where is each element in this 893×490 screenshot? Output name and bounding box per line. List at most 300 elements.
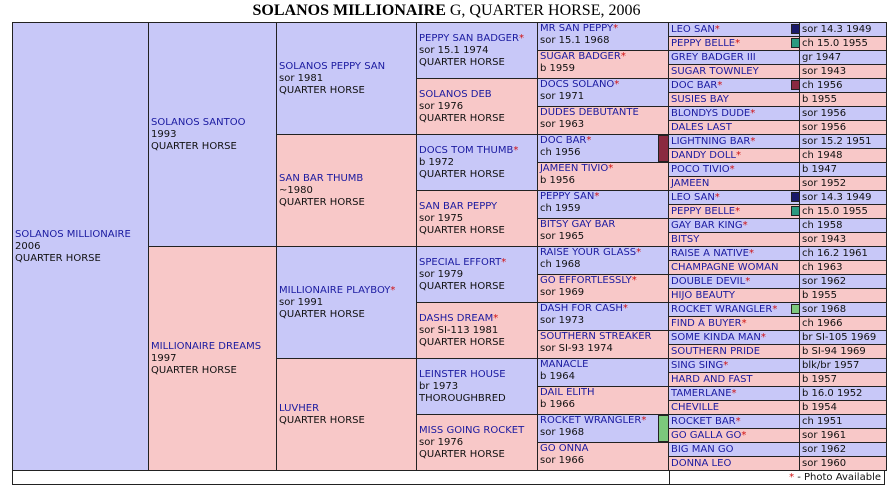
horse-info: sor 14.3 1949 <box>802 192 872 203</box>
pedigree-cell-gen5-7 <box>537 218 670 247</box>
horse-name-link[interactable]: DOC BAR <box>671 80 718 91</box>
horse-name-link[interactable]: GO ONNA <box>540 443 589 454</box>
horse-info: ch 15.0 1955 <box>802 206 868 217</box>
horse-name-link[interactable]: JAMEEN TIVIO <box>540 163 609 174</box>
horse-info: ch 1956 <box>802 80 843 91</box>
pedigree-cell-gen6-28 <box>668 414 801 429</box>
horse-name-line <box>671 457 800 470</box>
photo-star-icon: * <box>613 23 619 34</box>
pedigree-cell-gen6-31 <box>668 456 801 471</box>
pedigree-cell-gen6-4 <box>668 78 801 93</box>
horse-info: b 1956 <box>540 175 575 186</box>
pedigree-cell-gen6-30 <box>668 442 801 457</box>
pedigree-cell-gen6-13 <box>668 204 801 219</box>
horse-info-line: 2006 <box>15 240 41 252</box>
horse-name-link[interactable]: CHAMPAGNE WOMAN <box>671 262 779 273</box>
horse-name-link[interactable]: LEO SAN <box>671 24 715 35</box>
horse-info: sor 1956 <box>802 108 847 119</box>
horse-info: sor 1943 <box>802 66 847 77</box>
horse-info-line: sor 1975 <box>419 212 464 224</box>
horse-name-line <box>671 275 800 288</box>
horse-name-link[interactable]: PEPPY BELLE <box>671 206 736 217</box>
horse-name-line <box>151 341 277 353</box>
horse-name-link[interactable]: SOUTHERN PRIDE <box>671 346 761 357</box>
horse-name-link[interactable]: ROCKET WRANGLER <box>671 304 773 315</box>
pedigree-cell-gen4-4 <box>416 246 539 303</box>
horse-name-link[interactable]: LEO SAN <box>671 192 715 203</box>
pedigree-info-cell-gen6-26 <box>799 386 887 401</box>
horse-name-line <box>279 285 417 297</box>
horse-info: b SI-94 1969 <box>802 346 866 357</box>
horse-name-line <box>671 163 800 176</box>
horse-name-link[interactable]: GO EFFORTLESSLY <box>540 275 632 286</box>
horse-name-line <box>419 33 538 45</box>
horse-info: sor 1961 <box>802 430 847 441</box>
horse-info: ch 1963 <box>802 262 843 273</box>
pedigree-info-cell-gen6-5 <box>799 92 887 107</box>
horse-name-line <box>671 107 800 120</box>
horse-name-link[interactable]: TAMERLANE <box>671 388 732 399</box>
pedigree-cell-gen3-1 <box>276 134 418 247</box>
pedigree-info-cell-gen6-4 <box>799 78 887 93</box>
horse-name-link[interactable]: GAY BAR KING <box>671 220 743 231</box>
pedigree-info-cell-gen6-6 <box>799 106 887 121</box>
horse-name-link[interactable]: MR SAN PEPPY <box>540 23 614 34</box>
pedigree-cell-gen6-18 <box>668 274 801 289</box>
horse-name-link[interactable]: RAISE YOUR GLASS <box>540 247 637 258</box>
pedigree-info-cell-gen6-27 <box>799 400 887 415</box>
pedigree-cell-gen4-5 <box>416 302 539 359</box>
photo-star-icon: * <box>518 32 524 44</box>
horse-info-line: QUARTER HORSE <box>279 414 365 426</box>
horse-info: sor 1962 <box>802 276 847 287</box>
horse-info: sor 1969 <box>540 287 585 298</box>
horse-name-link[interactable]: DOUBLE DEVIL <box>671 276 746 287</box>
pedigree-cell-gen6-6 <box>668 106 801 121</box>
horse-info-line: THOROUGHBRED <box>419 392 506 404</box>
horse-info-line: QUARTER HORSE <box>279 196 365 208</box>
horse-name-line <box>671 429 800 442</box>
pedigree-cell-gen5-12 <box>537 358 670 387</box>
horse-name-line <box>540 135 669 147</box>
horse-info-line: QUARTER HORSE <box>419 56 505 68</box>
horse-name-line <box>540 359 669 371</box>
horse-info-line: QUARTER HORSE <box>151 140 237 152</box>
pedigree-cell-gen5-0 <box>537 22 670 51</box>
horse-name-line <box>671 149 800 162</box>
pedigree-cell-gen6-2 <box>668 50 801 65</box>
photo-star-icon: * <box>390 284 396 296</box>
horse-name-line <box>540 79 669 91</box>
pedigree-cell-gen4-7 <box>416 414 539 471</box>
horse-name-link[interactable]: DOCS SOLANO <box>540 79 615 90</box>
horse-name-link[interactable]: BIG MAN GO <box>671 444 734 455</box>
photo-star-icon: * <box>745 276 751 287</box>
pedigree-info-cell-gen6-20 <box>799 302 887 317</box>
horse-name-link[interactable]: LEINSTER HOUSE <box>419 368 506 380</box>
horse-name-heading: SOLANOS MILLIONAIRE <box>252 2 446 19</box>
horse-name-link[interactable]: DASH FOR CASH <box>540 303 623 314</box>
pedigree-cell-gen3-3 <box>276 358 418 471</box>
horse-details-heading: G, QUARTER HORSE, 2006 <box>449 2 641 19</box>
pedigree-info-cell-gen6-8 <box>799 134 887 149</box>
pedigree-info-cell-gen6-9 <box>799 148 887 163</box>
horse-name-link[interactable]: DALES LAST <box>671 122 732 133</box>
horse-info-line: 1997 <box>151 352 177 364</box>
pedigree-cell-gen6-11 <box>668 176 801 191</box>
photo-star-icon: * <box>620 51 626 62</box>
pedigree-cell-gen6-15 <box>668 232 801 247</box>
pedigree-info-cell-gen6-25 <box>799 372 887 387</box>
photo-star-icon: * <box>750 108 756 119</box>
pedigree-cell-gen3-2 <box>276 246 418 359</box>
horse-info: sor 1962 <box>802 444 847 455</box>
pedigree-footer <box>12 470 885 485</box>
horse-name-link[interactable]: SOME KINDA MAN <box>671 332 761 343</box>
pedigree-info-cell-gen6-2 <box>799 50 887 65</box>
pedigree-info-cell-gen6-24 <box>799 358 887 373</box>
horse-name-line <box>671 345 800 358</box>
pedigree-cell-gen6-21 <box>668 316 801 331</box>
horse-info-line: QUARTER HORSE <box>419 224 505 236</box>
horse-info-line: sor 1981 <box>279 72 324 84</box>
horse-name-link[interactable]: SOLANOS PEPPY SAN <box>279 60 386 72</box>
pedigree-cell-gen5-6 <box>537 190 670 219</box>
horse-name-link[interactable]: ROCKET WRANGLER <box>540 415 642 426</box>
horse-name-line <box>540 275 669 287</box>
horse-info: ch 1948 <box>802 150 843 161</box>
pedigree-info-cell-gen6-1 <box>799 36 887 51</box>
horse-name-link[interactable]: DUDES DEBUTANTE <box>540 107 639 118</box>
horse-info: ch 1968 <box>540 259 581 270</box>
horse-name-link[interactable]: BLONDYS DUDE <box>671 108 751 119</box>
horse-info: sor 1968 <box>540 427 585 438</box>
horse-name-link[interactable]: SUGAR BADGER <box>540 51 621 62</box>
pedigree-cell-gen6-29 <box>668 428 801 443</box>
horse-info: sor 1952 <box>802 178 847 189</box>
pedigree-cell-gen6-23 <box>668 344 801 359</box>
horse-info-line: sor 1991 <box>279 296 324 308</box>
horse-name-link[interactable]: SOUTHERN STREAKER <box>540 331 652 342</box>
photo-star-icon: * <box>736 150 741 161</box>
pedigree-info-cell-gen6-10 <box>799 162 887 177</box>
horse-name-link[interactable]: FIND A BUYER <box>671 318 742 329</box>
horse-name-line <box>671 359 800 372</box>
pedigree-cell-gen5-9 <box>537 274 670 303</box>
photo-star-icon: * <box>608 163 614 174</box>
pedigree-cell-gen5-14 <box>537 414 670 443</box>
pedigree-info-cell-gen6-28 <box>799 414 887 429</box>
photo-star-icon: * <box>789 472 795 483</box>
horse-name-line <box>671 317 800 330</box>
horse-name-line <box>671 23 800 36</box>
horse-name-link[interactable]: LIGHTNING BAR <box>671 136 751 147</box>
pedigree-info-cell-gen6-23 <box>799 344 887 359</box>
horse-info: sor 1956 <box>802 122 847 133</box>
horse-name-line <box>671 37 800 50</box>
horse-name-link[interactable]: SAN BAR PEPPY <box>419 200 498 212</box>
horse-info-line: 1993 <box>151 128 177 140</box>
horse-name-line <box>419 201 538 213</box>
horse-info: b 1955 <box>802 290 837 301</box>
horse-name-line <box>671 401 800 414</box>
horse-info: sor 15.1 1968 <box>540 35 610 46</box>
pedigree-info-cell-gen6-12 <box>799 190 887 205</box>
pedigree-cell-gen6-17 <box>668 260 801 275</box>
pedigree-cell-gen5-15 <box>537 442 670 471</box>
horse-name-line <box>279 173 417 185</box>
horse-name-line <box>540 191 669 203</box>
photo-star-icon: * <box>586 135 592 146</box>
horse-name-line <box>419 257 538 269</box>
photo-star-icon: * <box>741 430 747 441</box>
pedigree-cell-gen6-0 <box>668 22 801 37</box>
pedigree-cell-gen6-14 <box>668 218 801 233</box>
horse-name-line <box>540 51 669 63</box>
horse-name-line <box>279 403 417 415</box>
horse-info: br SI-105 1969 <box>802 332 877 343</box>
pedigree-cell-gen6-20 <box>668 302 801 317</box>
horse-info-line: QUARTER HORSE <box>279 308 365 320</box>
photo-star-icon: * <box>636 247 642 258</box>
horse-info: ch 15.0 1955 <box>802 38 868 49</box>
pedigree-cell-gen5-2 <box>537 78 670 107</box>
pedigree-info-cell-gen6-15 <box>799 232 887 247</box>
horse-info: ch 1956 <box>540 147 581 158</box>
horse-info: gr 1947 <box>802 52 842 63</box>
pedigree-cell-gen6-7 <box>668 120 801 135</box>
pedigree-cell-gen5-13 <box>537 386 670 415</box>
horse-name-link[interactable]: DANDY DOLL <box>671 150 736 161</box>
horse-name-link[interactable]: HIJO BEAUTY <box>671 290 736 301</box>
photo-star-icon: * <box>614 79 620 90</box>
pedigree-cell-gen5-11 <box>537 330 670 359</box>
horse-name-link[interactable]: DONNA LEO <box>671 458 732 469</box>
horse-info: ch 1951 <box>802 416 843 427</box>
pedigree-info-cell-gen6-13 <box>799 204 887 219</box>
pedigree-cell-gen6-27 <box>668 400 801 415</box>
horse-name-line <box>671 205 800 218</box>
horse-info-line: sor 15.1 1974 <box>419 44 489 56</box>
horse-name-link[interactable]: PEPPY SAN BADGER <box>419 32 519 44</box>
horse-name-link[interactable]: SOLANOS DEB <box>419 88 492 100</box>
horse-info: sor 1966 <box>540 455 585 466</box>
horse-name-link[interactable]: DOC BAR <box>540 135 587 146</box>
horse-name-link[interactable]: RAISE A NATIVE <box>671 248 749 259</box>
horse-name-line <box>419 313 538 325</box>
horse-name-line <box>540 443 669 455</box>
horse-name-link[interactable]: GO GALLA GO <box>671 430 742 441</box>
pedigree-cell-gen2-0 <box>148 22 278 247</box>
horse-name-link[interactable]: MANACLE <box>540 359 589 370</box>
horse-name-line <box>540 219 669 231</box>
horse-name-link[interactable]: DAIL ELITH <box>540 387 595 398</box>
photo-star-icon: * <box>742 220 748 231</box>
horse-name-line <box>671 51 800 64</box>
pedigree-cell-gen6-3 <box>668 64 801 79</box>
horse-name-link[interactable]: HARD AND FAST <box>671 374 753 385</box>
horse-info: sor 1963 <box>540 119 585 130</box>
pedigree-info-cell-gen6-22 <box>799 330 887 345</box>
footer-divider <box>669 471 670 484</box>
pedigree-cell-gen6-10 <box>668 162 801 177</box>
horse-name-link[interactable]: BITSY <box>671 234 700 245</box>
horse-name-line <box>540 107 669 119</box>
horse-name-link[interactable]: SAN BAR THUMB <box>279 172 364 184</box>
pedigree-cell-gen6-9 <box>668 148 801 163</box>
horse-name-link[interactable]: JAMEEN <box>671 178 710 189</box>
horse-name-line <box>671 79 800 92</box>
horse-name-line <box>671 93 800 106</box>
horse-name-line <box>540 23 669 35</box>
horse-info: sor 14.3 1949 <box>802 24 872 35</box>
pedigree-cell-gen4-0 <box>416 22 539 79</box>
horse-info: ch 16.2 1961 <box>802 248 868 259</box>
horse-info: b 1947 <box>802 164 837 175</box>
horse-name-line <box>540 303 669 315</box>
horse-name-link[interactable]: MISS GOING ROCKET <box>419 424 525 436</box>
pedigree-cell-gen4-6 <box>416 358 539 415</box>
photo-star-icon: * <box>631 275 637 286</box>
horse-name-link[interactable]: SOLANOS SANTOO <box>151 116 246 128</box>
horse-name-line <box>540 163 669 175</box>
horse-info: sor 1943 <box>802 234 847 245</box>
horse-info-line: QUARTER HORSE <box>419 168 505 180</box>
photo-star-icon: * <box>513 144 519 156</box>
horse-name-link[interactable]: CHEVILLE <box>671 402 720 413</box>
horse-info-line: sor 1976 <box>419 436 464 448</box>
horse-info: ch 1959 <box>540 203 581 214</box>
horse-name-link[interactable]: SUSIES BAY <box>671 94 729 105</box>
horse-info-line: ~1980 <box>279 184 313 196</box>
horse-name-line <box>671 65 800 78</box>
horse-name-link[interactable]: PEPPY BELLE <box>671 38 736 49</box>
pedigree-cell-gen6-16 <box>668 246 801 261</box>
horse-name-line <box>419 369 538 381</box>
horse-info-line: QUARTER HORSE <box>419 112 505 124</box>
photo-star-icon: * <box>714 24 720 35</box>
horse-info: sor SI-93 1974 <box>540 343 613 354</box>
horse-name-line <box>419 145 538 157</box>
horse-name-line <box>671 261 800 274</box>
horse-info: b 1955 <box>802 94 837 105</box>
photo-star-icon: * <box>641 415 647 426</box>
horse-info-line: QUARTER HORSE <box>151 364 237 376</box>
pedigree-cell-gen2-1 <box>148 246 278 471</box>
horse-name-link[interactable]: DASHS DREAM <box>419 312 494 324</box>
horse-info: b 1964 <box>540 371 575 382</box>
horse-info: sor 1968 <box>802 304 847 315</box>
horse-info: b 1966 <box>540 399 575 410</box>
horse-name-line <box>671 247 800 260</box>
pedigree-cell-gen6-12 <box>668 190 801 205</box>
pedigree-cell-gen5-1 <box>537 50 670 79</box>
horse-name-link[interactable]: MILLIONAIRE PLAYBOY <box>279 284 391 296</box>
pedigree-info-cell-gen6-11 <box>799 176 887 191</box>
pedigree-cell-gen5-5 <box>537 162 670 191</box>
pedigree-info-cell-gen6-21 <box>799 316 887 331</box>
horse-name-line <box>540 387 669 399</box>
horse-name-link[interactable]: LUVHER <box>279 402 320 414</box>
photo-legend-text: - Photo Available <box>794 472 881 483</box>
pedigree-info-cell-gen6-7 <box>799 120 887 135</box>
pedigree-cell-gen4-3 <box>416 190 539 247</box>
horse-name-line <box>671 121 800 134</box>
horse-name-link[interactable]: SING SING <box>671 360 724 371</box>
horse-info-line: sor 1976 <box>419 100 464 112</box>
photo-star-icon: * <box>735 416 741 427</box>
horse-info: sor 1971 <box>540 91 585 102</box>
horse-name-link[interactable]: BITSY GAY BAR <box>540 219 616 230</box>
horse-name-link[interactable]: ROCKET BAR <box>671 416 736 427</box>
horse-name-link[interactable]: DOCS TOM THUMB <box>419 144 514 156</box>
horse-name-link[interactable]: GREY BADGER III <box>671 52 756 63</box>
horse-info-line: br 1973 <box>419 380 459 392</box>
horse-info-line: QUARTER HORSE <box>419 336 505 348</box>
pedigree-cell-gen5-10 <box>537 302 670 331</box>
pedigree-info-cell-gen6-14 <box>799 218 887 233</box>
horse-info-line: QUARTER HORSE <box>15 252 101 264</box>
horse-name-line <box>671 135 800 148</box>
horse-name-line <box>671 331 800 344</box>
photo-star-icon: * <box>750 136 756 147</box>
photo-star-icon: * <box>493 312 499 324</box>
horse-info-line: sor SI-113 1981 <box>419 324 499 336</box>
horse-name-link[interactable]: SOLANOS MILLIONAIRE <box>15 228 131 240</box>
photo-star-icon: * <box>748 248 754 259</box>
pedigree-info-cell-gen6-29 <box>799 428 887 443</box>
horse-name-line <box>671 303 800 316</box>
horse-name-link[interactable]: POCO TIVIO <box>671 164 730 175</box>
horse-info: sor 1960 <box>802 458 847 469</box>
horse-name-line <box>671 233 800 246</box>
photo-star-icon: * <box>501 256 507 268</box>
pedigree-cell-gen6-25 <box>668 372 801 387</box>
horse-name-line <box>540 415 669 427</box>
horse-name-line <box>15 229 149 241</box>
pedigree-info-cell-gen6-3 <box>799 64 887 79</box>
photo-star-icon: * <box>723 360 729 371</box>
pedigree-cell-gen5-4 <box>537 134 670 163</box>
photo-star-icon: * <box>735 38 741 49</box>
horse-name-link[interactable]: SUGAR TOWNLEY <box>671 66 759 77</box>
horse-info: sor 1973 <box>540 315 585 326</box>
horse-name-link[interactable]: MILLIONAIRE DREAMS <box>151 340 262 352</box>
horse-name-line <box>540 247 669 259</box>
horse-name-line <box>671 191 800 204</box>
photo-star-icon: * <box>714 192 720 203</box>
horse-info-line: sor 1979 <box>419 268 464 280</box>
pedigree-cell-gen6-5 <box>668 92 801 107</box>
pedigree-cell-gen6-22 <box>668 330 801 345</box>
pedigree-cell-gen6-26 <box>668 386 801 401</box>
horse-name-link[interactable]: PEPPY SAN <box>540 191 595 202</box>
pedigree-title <box>0 2 893 20</box>
pedigree-info-cell-gen6-16 <box>799 246 887 261</box>
pedigree-cell-gen6-8 <box>668 134 801 149</box>
horse-info: sor 15.2 1951 <box>802 136 872 147</box>
horse-info-line: QUARTER HORSE <box>419 280 505 292</box>
photo-star-icon: * <box>741 318 747 329</box>
photo-star-icon: * <box>622 303 628 314</box>
pedigree-info-cell-gen6-30 <box>799 442 887 457</box>
horse-info: ch 1966 <box>802 318 843 329</box>
horse-name-link[interactable]: SPECIAL EFFORT <box>419 256 502 268</box>
pedigree-cell-gen6-1 <box>668 36 801 51</box>
horse-info: b 1957 <box>802 374 837 385</box>
photo-star-icon: * <box>594 191 600 202</box>
horse-name-line <box>151 117 277 129</box>
